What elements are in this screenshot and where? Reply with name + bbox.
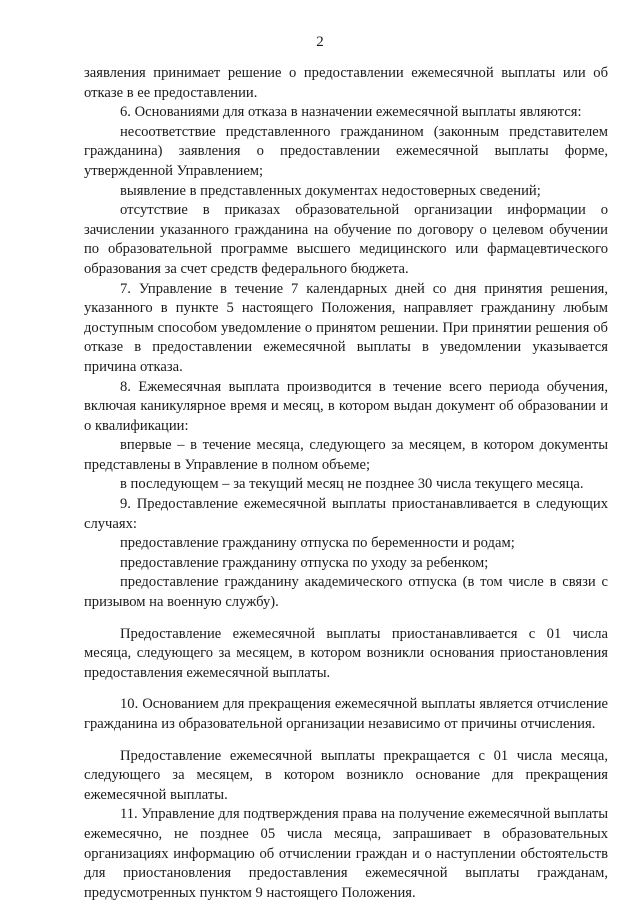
paragraph-continuation: заявления принимает решение о предоставлении ежемесячной выплаты или об отказе в ее предоставлении. bbox=[84, 65, 608, 101]
page-number: 2 bbox=[316, 34, 324, 50]
paragraph-item-7: 7. Управление в течение 7 календарных дней со дня принятия решения, указанного в пункте 5 настоящего Положения, направляет гражданину любым доступным способом уведомление о принятом решении. При принятии решения об отказе в предоставлении ежемесячной выплаты в уведомлении указывается причина отказа. bbox=[84, 280, 608, 375]
paragraph-item-8: 8. Ежемесячная выплата производится в течение всего периода обучения, включая каникулярное время и месяц, в котором выдан документ об образовании и о квалификации: bbox=[84, 378, 608, 434]
paragraph-first-payment: впервые – в течение месяца, следующего за месяцем, в котором документы представлены в Управление в полном объеме; bbox=[84, 437, 608, 473]
paragraph-suspension-date: Предоставление ежемесячной выплаты приостанавливается с 01 числа месяца, следующего за месяцем, в котором возникли основания приостановления предоставления ежемесячной выплаты. bbox=[84, 625, 608, 681]
paragraph-termination-date: Предоставление ежемесячной выплаты прекращается с 01 числа месяца, следующего за месяцем, в котором возникло основание для прекращения ежемесячной выплаты. bbox=[84, 747, 608, 803]
paragraph-case-maternity: предоставление гражданину отпуска по беременности и родам; bbox=[120, 535, 515, 552]
paragraph-ground-no-enrollment: отсутствие в приказах образовательной организации информации о зачислении указанного гражданина на обучение по договору о целевом обучении по образовательной программе высшего медицинского или фармацевтического образования за счет средств федерального бюджета. bbox=[84, 202, 608, 277]
paragraph-item-9: 9. Предоставление ежемесячной выплаты приостанавливается в следующих случаях: bbox=[84, 496, 608, 532]
paragraph-item-10: 10. Основанием для прекращения ежемесячной выплаты является отчисление гражданина из образовательной организации независимо от причины отчисления. bbox=[84, 696, 608, 732]
paragraph-ground-false-info: выявление в представленных документах недостоверных сведений; bbox=[120, 182, 541, 199]
paragraph-item-11: 11. Управление для подтверждения права на получение ежемесячной выплаты ежемесячно, не позднее 05 числа месяца, запрашивает в образовательных организациях информацию об отчислении граждан и о наступлении обстоятельств для приостановления предоставления ежемесячной выплаты гражданам, предусмотренных пунктом 9 настоящего Положения. bbox=[84, 806, 608, 901]
paragraph-subsequent-payment: в последующем – за текущий месяц не позднее 30 числа текущего месяца. bbox=[120, 476, 584, 493]
paragraph-case-academic: предоставление гражданину академического отпуска (в том числе в связи с призывом на военную службу). bbox=[84, 574, 608, 611]
paragraph-case-childcare: предоставление гражданину отпуска по уходу за ребенком; bbox=[120, 554, 489, 571]
paragraph-ground-form-mismatch: несоответствие представленного гражданином (законным представителем гражданина) заявления о предоставлении ежемесячной выплаты форме, утвержденной Управлением; bbox=[84, 123, 608, 179]
paragraph-item-6: 6. Основаниями для отказа в назначении ежемесячной выплаты являются: bbox=[120, 104, 582, 121]
document-body bbox=[84, 64, 608, 903]
